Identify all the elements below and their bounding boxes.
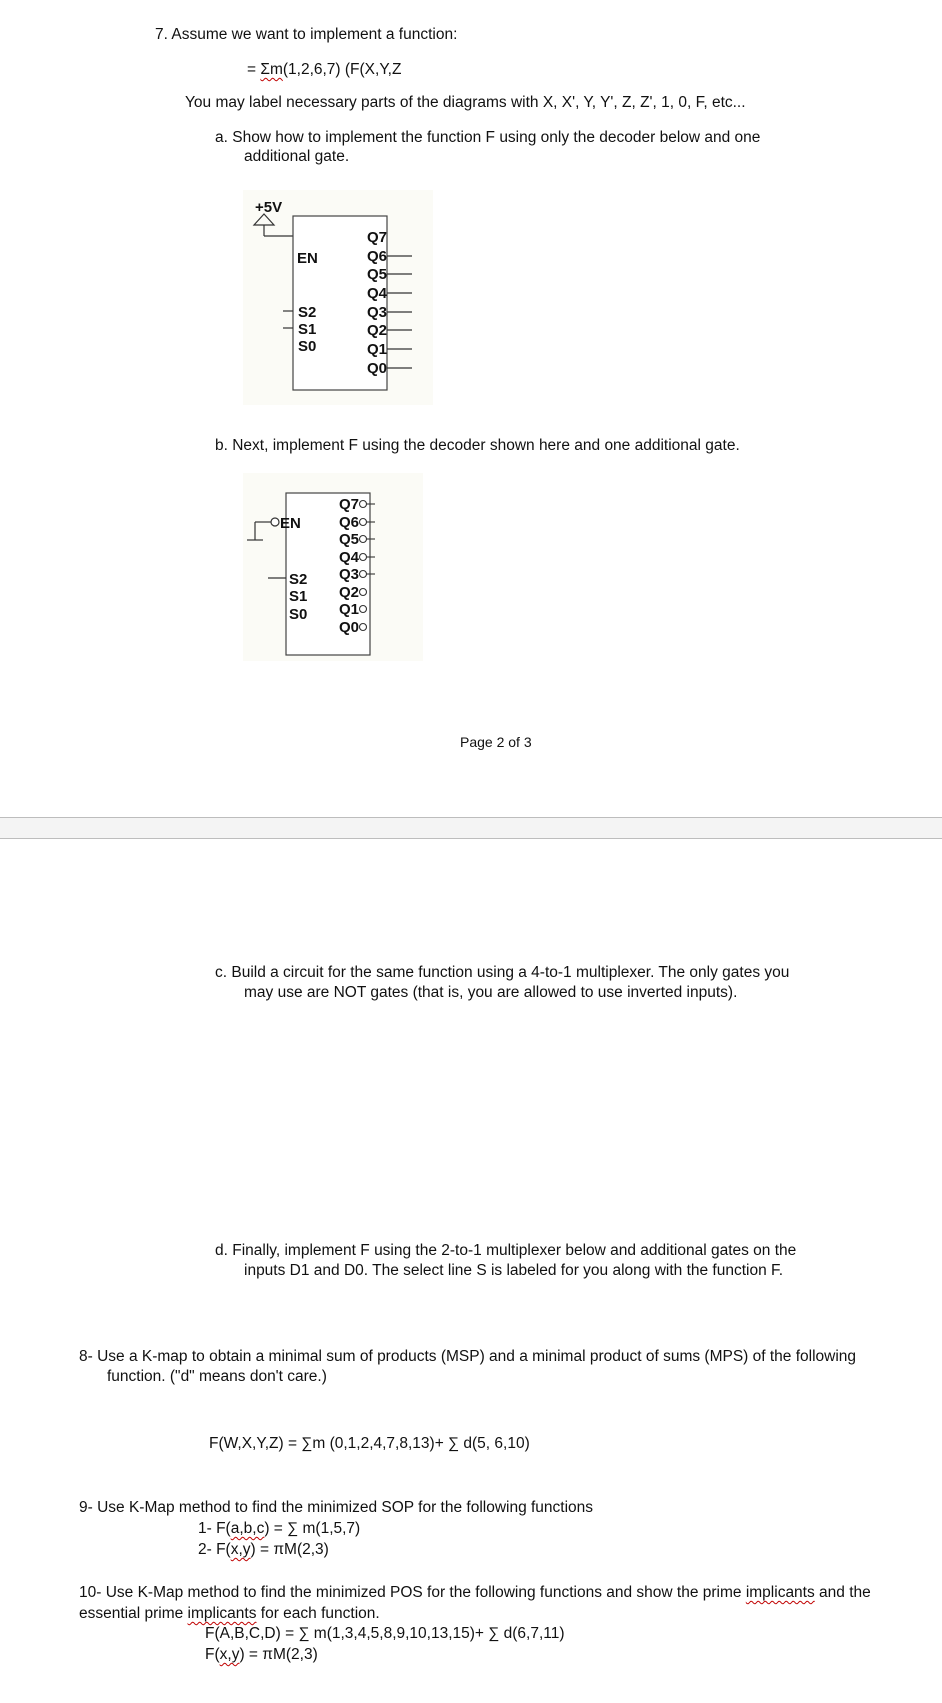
q10-line1-pre: 10- Use K-Map method to find the minimized POS for the following functions and show the prime [79,1584,746,1601]
decoder-b-q2: Q2 [338,584,359,601]
decoder-b-q0-bubble-icon [360,624,367,631]
q9-item2-vars: x,y [230,1541,251,1558]
q9-item1-vars: a,b,c [230,1520,265,1537]
decoder-a-svg [243,190,433,405]
decoder-b-q5-bubble-icon [360,536,367,543]
q8-formula: F(W,X,Y,Z) = ∑m (0,1,2,4,7,8,13)+ ∑ d(5, 6,10) [209,1435,530,1452]
decoder-b-q4-bubble-icon [360,554,367,561]
decoder-a-q0: Q0 [367,360,388,377]
q9-item2-post: ) = πM(2,3) [250,1541,329,1558]
decoder-a-q2: Q2 [367,322,388,339]
q7-function-sigma: Σm [260,61,283,78]
q10-line1-post: and the [814,1584,871,1601]
decoder-b-q0: Q0 [338,619,359,636]
decoder-a-q3: Q3 [367,304,388,321]
decoder-b-s0: S0 [289,606,308,623]
q10-formula2 [205,1645,318,1664]
q9-item2 [198,1540,329,1559]
decoder-b-q1: Q1 [338,601,359,618]
decoder-b-en-label: EN [280,515,301,532]
decoder-a-q5: Q5 [367,266,388,283]
q7b-line: b. Next, implement F using the decoder shown here and one additional gate. [215,437,740,454]
decoder-b-q3-bubble-icon [360,571,367,578]
decoder-b-q7: Q7 [338,496,359,513]
decoder-b-svg [243,473,423,661]
q7-function-prefix: = [247,61,261,78]
page-separator-bottom [0,838,942,839]
q10-line2-pre: essential prime [79,1605,188,1622]
q10-formula2-post: ) = πM(2,3) [239,1646,318,1663]
q7c-line2: may use are NOT gates (that is, you are allowed to use inverted inputs). [244,984,738,1001]
q9-item1-post: ) = ∑ m(1,5,7) [264,1520,361,1537]
q7-function [247,60,401,79]
decoder-b-q1-bubble-icon [360,606,367,613]
q10-line2-implicants: implicants [187,1605,257,1622]
decoder-a-q6: Q6 [367,248,388,265]
q10-formula2-pre: F( [205,1646,220,1663]
decoder-b-q4: Q4 [338,549,359,566]
q7d-line2: inputs D1 and D0. The select line S is labeled for you along with the function F. [244,1262,784,1279]
q7c-line1: c. Build a circuit for the same function using a 4-to-1 multiplexer. The only gates you [215,964,790,981]
q10-line2-post: for each function. [256,1605,380,1622]
q8-line2: function. ("d" means don't care.) [107,1368,327,1385]
q8-line1: 8- Use a K-map to obtain a minimal sum of products (MSP) and a minimal product of sums (MPS) of the following [79,1348,857,1365]
q10-line1-implicants: implicants [745,1584,815,1601]
q7d-line1: d. Finally, implement F using the 2-to-1 multiplexer below and additional gates on the [215,1242,797,1259]
decoder-diagram-a [243,190,433,405]
decoder-a-q7: Q7 [367,229,388,246]
q7a-line1: a. Show how to implement the function F using only the decoder below and one [215,129,761,146]
decoder-b-s1: S1 [289,588,308,605]
decoder-b-q7-bubble-icon [360,501,367,508]
decoder-a-supply-label: +5V [255,199,283,216]
decoder-b-q2-bubble-icon [360,589,367,596]
page-gap [0,818,942,838]
decoder-b-q6-bubble-icon [360,519,367,526]
q9-item1-pre: 1- F( [198,1520,231,1537]
q9-title: 9- Use K-Map method to find the minimized SOP for the following functions [79,1499,594,1516]
q9-item1 [198,1519,360,1538]
q7-function-rest: (1,2,6,7) (F(X,Y,Z [282,61,402,78]
decoder-a-s0: S0 [298,338,317,355]
page-number: Page 2 of 3 [460,734,532,750]
decoder-b-q5: Q5 [338,531,359,548]
q10-formula1: F(A,B,C,D) = ∑ m(1,3,4,5,8,9,10,13,15)+ ∑ d(6,7,11) [205,1625,565,1642]
q9-item2-pre: 2- F( [198,1541,231,1558]
decoder-b-q6: Q6 [338,514,359,531]
decoder-a-s2: S2 [298,304,317,321]
q7-title: 7. Assume we want to implement a function: [155,26,458,43]
decoder-diagram-b [243,473,423,661]
q10-line2 [79,1604,380,1623]
decoder-b-en-bubble-icon [271,518,279,526]
q7-note: You may label necessary parts of the diagrams with X, X', Y, Y', Z, Z', 1, 0, F, etc... [185,94,746,111]
decoder-a-en-label: EN [297,250,318,267]
decoder-a-q4: Q4 [367,285,388,302]
decoder-b-s2: S2 [289,571,308,588]
q10-formula2-vars: x,y [219,1646,240,1663]
q10-line1 [79,1583,871,1602]
decoder-b-q3: Q3 [338,566,359,583]
decoder-a-q1: Q1 [367,341,388,358]
q7a-line2: additional gate. [244,148,350,165]
decoder-a-s1: S1 [298,321,317,338]
